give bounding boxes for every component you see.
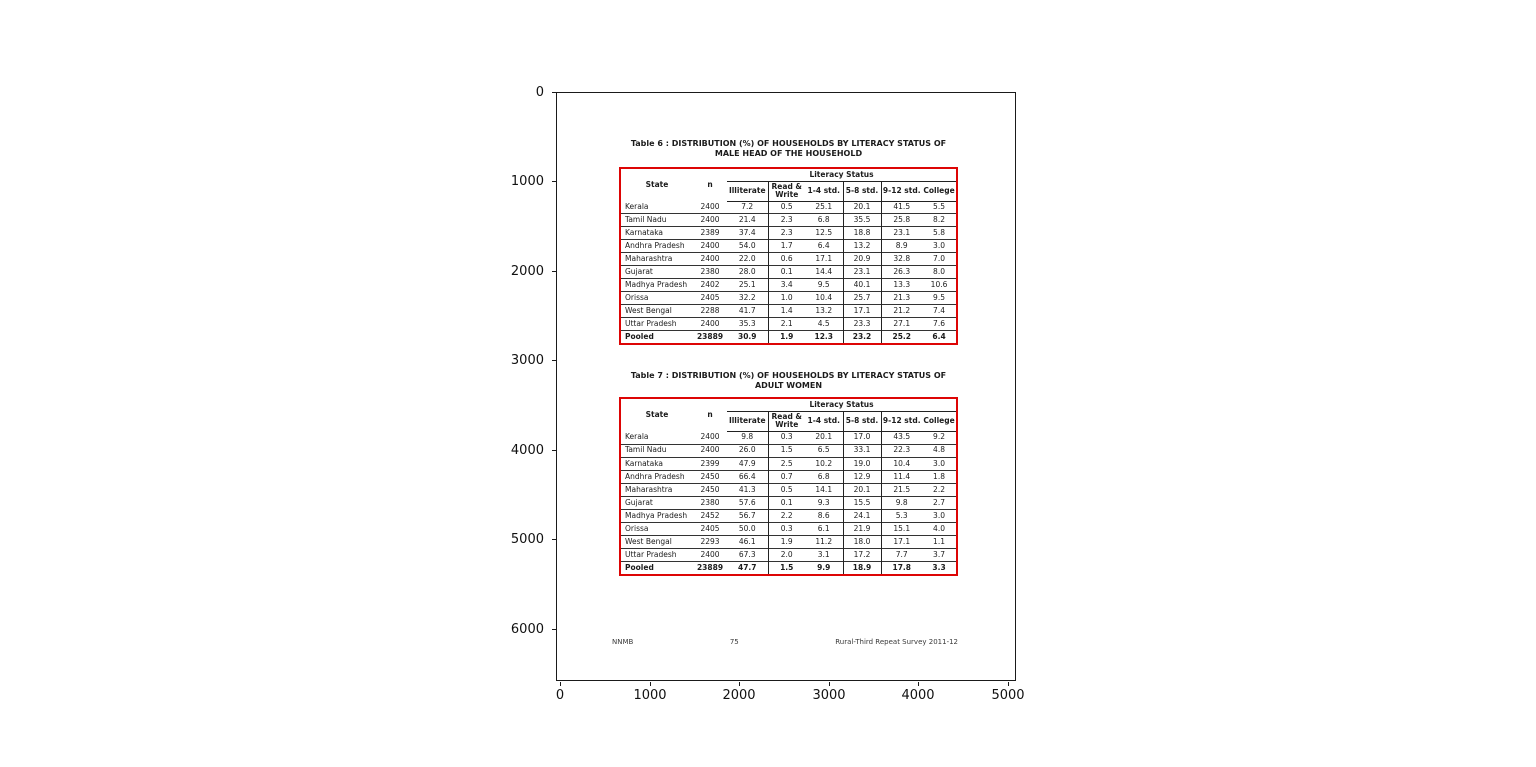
table7-title-line1: Table 7 : DISTRIBUTION (%) OF HOUSEHOLDS BY LITERACY STATUS OF (630, 371, 947, 380)
table-cell: 6.8 (817, 215, 830, 225)
table-row (621, 240, 956, 253)
table-cell: 4.8 (933, 445, 945, 455)
y-tick-label: 2000 (510, 264, 544, 279)
table-cell: 9.5 (817, 280, 830, 290)
table-cell: 7.2 (741, 202, 754, 212)
table-row (621, 318, 956, 331)
table-cell: 13.2 (815, 306, 833, 316)
table-cell: 10.4 (815, 293, 833, 303)
table-cell: 3.0 (933, 510, 945, 520)
table-cell: 2402 (700, 280, 720, 290)
col-header: Illiterate (727, 181, 768, 201)
table-cell: 0.3 (768, 431, 805, 444)
table-cell: 1.5 (768, 562, 805, 574)
table-cell: 26.3 (881, 266, 922, 279)
y-tick-label: 4000 (510, 443, 544, 458)
table-cell: 14.1 (815, 484, 833, 494)
group-header-literacy-status: Literacy Status (727, 399, 956, 411)
table-row (621, 444, 956, 457)
table-cell: 21.2 (881, 305, 922, 318)
table-cell: 2400 (700, 319, 720, 329)
table-cell: 10.6 (930, 280, 948, 290)
table-cell: 47.7 (737, 562, 757, 572)
x-tick-label: 2000 (722, 688, 756, 703)
table-cell: 17.2 (843, 549, 881, 562)
table-cell: 6.4 (932, 331, 946, 341)
table-cell: 2450 (700, 484, 720, 494)
table-cell: 2.2 (768, 509, 805, 522)
table-row (621, 227, 956, 240)
table-row (621, 279, 956, 292)
table-cell: 32.8 (881, 253, 922, 266)
table-cell: 11.2 (815, 536, 833, 546)
table-cell: 5.3 (881, 509, 922, 522)
y-tick-mark (552, 360, 556, 361)
table-cell: 9.9 (817, 562, 831, 572)
table-cell: 23.2 (843, 331, 881, 343)
table-cell: 12.5 (815, 228, 833, 238)
table-cell: 66.4 (738, 471, 756, 481)
table-cell: 13.3 (881, 279, 922, 292)
table-cell: 0.7 (768, 470, 805, 483)
y-tick-mark (552, 181, 556, 182)
table-cell: 25.2 (881, 331, 922, 343)
table-row (621, 549, 956, 562)
table-cell: 43.5 (881, 431, 922, 444)
x-tick-label: 0 (555, 688, 565, 703)
table-cell: 18.8 (843, 227, 881, 240)
table-cell: 2400 (700, 202, 720, 212)
table-cell: 25.1 (738, 280, 756, 290)
table-cell: 33.1 (843, 444, 881, 457)
footer-org: NNMB (612, 638, 634, 646)
table-cell: 1.5 (768, 444, 805, 457)
table-cell: 9.8 (881, 496, 922, 509)
table-cell: Orissa (625, 293, 649, 303)
table-row (621, 483, 956, 496)
table-cell: 24.1 (843, 509, 881, 522)
table-cell: 20.1 (843, 483, 881, 496)
table-cell: 9.5 (933, 293, 945, 303)
table-cell: 23.1 (843, 266, 881, 279)
col-header: College (922, 181, 956, 201)
col-header: 5-8 std. (843, 181, 881, 201)
table-cell: Pooled (625, 331, 654, 341)
table-row (621, 292, 956, 305)
table-cell: 2405 (700, 523, 720, 533)
table-cell: 57.6 (738, 497, 756, 507)
table-cell: 26.0 (738, 445, 756, 455)
table-cell: Orissa (625, 523, 649, 533)
table-cell: 4.5 (817, 319, 830, 329)
table-cell: 2.1 (768, 318, 805, 331)
table-cell: 0.1 (768, 496, 805, 509)
table-cell: 15.1 (881, 522, 922, 535)
table-cell: 17.1 (815, 254, 833, 264)
table-cell: Uttar Pradesh (625, 549, 677, 559)
table-cell: 35.3 (738, 319, 756, 329)
table-cell: Madhya Pradesh (625, 510, 688, 520)
y-tick-mark (552, 450, 556, 451)
table-cell: 1.9 (768, 331, 805, 343)
table-cell: 21.4 (738, 215, 756, 225)
y-tick-mark (552, 629, 556, 630)
table-cell: 23.1 (881, 227, 922, 240)
table-cell: 35.5 (843, 214, 881, 227)
table-cell: 47.9 (738, 458, 756, 468)
y-tick-label: 3000 (510, 353, 544, 368)
col-header-n: n (707, 409, 713, 419)
table-cell: 2400 (700, 549, 720, 559)
table-cell: 20.9 (843, 253, 881, 266)
x-tick-label: 5000 (991, 688, 1025, 703)
y-tick-label: 6000 (510, 622, 544, 637)
table-cell: 7.4 (933, 306, 945, 316)
table-cell: West Bengal (625, 306, 672, 316)
table-cell: Tamil Nadu (625, 445, 667, 455)
table-cell: 2400 (700, 241, 720, 251)
table-row (621, 266, 956, 279)
table-cell: 25.8 (881, 214, 922, 227)
table-cell: Uttar Pradesh (625, 319, 677, 329)
table-cell: 21.9 (843, 522, 881, 535)
table6-title (619, 139, 958, 159)
table-row (621, 536, 956, 549)
table-row (621, 201, 956, 214)
table-cell: 23889 (696, 562, 724, 572)
table-cell: 2450 (700, 471, 720, 481)
table-cell: 2399 (700, 458, 720, 468)
table-cell: Maharashtra (625, 484, 673, 494)
table-cell: 18.9 (843, 562, 881, 574)
x-tick-label: 1000 (633, 688, 667, 703)
table-cell: 15.5 (843, 496, 881, 509)
table-cell: 2.2 (933, 484, 945, 494)
table-cell: 1.4 (768, 305, 805, 318)
x-tick-mark (829, 682, 830, 686)
x-tick-mark (1008, 682, 1009, 686)
table-cell: 0.5 (768, 201, 805, 214)
table-cell: Andhra Pradesh (625, 471, 685, 481)
table-cell: 20.1 (815, 432, 833, 442)
y-tick-mark (552, 539, 556, 540)
table-cell: 21.5 (881, 483, 922, 496)
table-cell: 2380 (700, 267, 720, 277)
table-cell: 3.3 (932, 562, 946, 572)
table-cell: 25.7 (843, 292, 881, 305)
y-tick-mark (552, 92, 556, 93)
table-cell: 2.7 (933, 497, 945, 507)
table-cell: 8.9 (881, 240, 922, 253)
table-cell: 9.8 (741, 432, 754, 442)
table6-literacy-male-head (621, 169, 956, 343)
table-cell: 0.1 (768, 266, 805, 279)
table-cell: 2.5 (768, 457, 805, 470)
table-row (621, 509, 956, 522)
col-header: 9-12 std. (881, 411, 922, 431)
group-header-literacy-status: Literacy Status (727, 169, 956, 181)
table-cell: 8.2 (933, 215, 945, 225)
table-row (621, 214, 956, 227)
table-cell: 17.8 (881, 562, 922, 574)
table-cell: 67.3 (738, 549, 756, 559)
table-cell: 2.0 (768, 549, 805, 562)
table-cell: 2400 (700, 445, 720, 455)
table-row (621, 457, 956, 470)
col-header: Read & Write (768, 411, 805, 431)
table-row (621, 253, 956, 266)
table-cell: 0.6 (768, 253, 805, 266)
col-header: Illiterate (727, 411, 768, 431)
table-cell: 37.4 (738, 228, 756, 238)
table-cell: 4.0 (933, 523, 945, 533)
table-cell: 1.9 (768, 536, 805, 549)
x-tick-mark (918, 682, 919, 686)
table-cell: 8.0 (933, 267, 945, 277)
table-cell: 40.1 (843, 279, 881, 292)
table-row (621, 522, 956, 535)
table-cell: 6.4 (817, 241, 830, 251)
table-cell: 1.0 (768, 292, 805, 305)
table-cell: 12.3 (814, 331, 833, 341)
table6-title-line2: MALE HEAD OF THE HOUSEHOLD (714, 149, 863, 158)
table-cell: 17.0 (843, 431, 881, 444)
table-cell: 25.1 (815, 202, 833, 212)
table-cell: 23.3 (843, 318, 881, 331)
table-cell: 3.7 (933, 549, 945, 559)
table-cell: 23889 (696, 331, 724, 341)
table-cell: Pooled (625, 562, 654, 572)
table-cell: 2.3 (768, 214, 805, 227)
table-cell: 7.0 (933, 254, 945, 264)
table-cell: 21.3 (881, 292, 922, 305)
table-cell: 28.0 (738, 267, 756, 277)
table-cell: 0.3 (768, 522, 805, 535)
table-cell: 19.0 (843, 457, 881, 470)
table6-highlight-box (619, 167, 958, 345)
table-row (621, 331, 956, 343)
table-cell: Kerala (625, 202, 649, 212)
table-cell: 14.4 (815, 267, 833, 277)
table-cell: 2389 (700, 228, 720, 238)
table7-highlight-box (619, 397, 958, 576)
table-cell: 9.3 (817, 497, 830, 507)
table-cell: 5.5 (933, 202, 945, 212)
table-row (621, 496, 956, 509)
table-cell: 13.2 (843, 240, 881, 253)
table-cell: 56.7 (738, 510, 756, 520)
table-cell: 2405 (700, 293, 720, 303)
table-cell: Maharashtra (625, 254, 673, 264)
table-cell: 17.1 (843, 305, 881, 318)
col-header: College (922, 411, 956, 431)
footer-page-number: 75 (729, 638, 739, 646)
x-tick-mark (739, 682, 740, 686)
table-cell: 41.3 (738, 484, 756, 494)
y-tick-label: 1000 (510, 174, 544, 189)
table-cell: 6.1 (817, 523, 830, 533)
table-cell: Kerala (625, 432, 649, 442)
table-cell: 17.1 (881, 536, 922, 549)
table-cell: 2.3 (768, 227, 805, 240)
table-cell: 41.5 (881, 201, 922, 214)
footer-survey-name: Rural-Third Repeat Survey 2011-12 (835, 638, 958, 646)
table-cell: Karnataka (625, 228, 664, 238)
table-cell: Tamil Nadu (625, 215, 667, 225)
table-cell: 5.8 (933, 228, 945, 238)
table-cell: 54.0 (738, 241, 756, 251)
table-cell: 1.1 (933, 536, 945, 546)
x-tick-mark (560, 682, 561, 686)
table-cell: 22.3 (881, 444, 922, 457)
table-cell: 12.9 (843, 470, 881, 483)
table-cell: Andhra Pradesh (625, 241, 685, 251)
col-header-state: State (645, 409, 669, 419)
y-tick-label: 5000 (510, 532, 544, 547)
table-cell: 32.2 (738, 293, 756, 303)
table-cell: Madhya Pradesh (625, 280, 688, 290)
table-cell: 3.0 (933, 241, 945, 251)
y-tick-label: 0 (535, 85, 544, 100)
table-cell: 6.5 (817, 445, 830, 455)
table7-literacy-adult-women (621, 399, 956, 574)
x-tick-label: 3000 (812, 688, 846, 703)
table-cell: 6.8 (817, 471, 830, 481)
table-cell: 2380 (700, 497, 720, 507)
table-cell: 9.2 (933, 432, 945, 442)
col-header: 5-8 std. (843, 411, 881, 431)
col-header: 1-4 std. (805, 181, 843, 201)
table-cell: 8.6 (817, 510, 830, 520)
table-cell: 46.1 (738, 536, 756, 546)
table-cell: Gujarat (625, 497, 653, 507)
table-cell: 1.7 (768, 240, 805, 253)
table-row (621, 470, 956, 483)
col-header: 1-4 std. (805, 411, 843, 431)
col-header: Read & Write (768, 181, 805, 201)
y-tick-mark (552, 271, 556, 272)
table-cell: 11.4 (881, 470, 922, 483)
table-cell: 10.4 (881, 457, 922, 470)
table-cell: 20.1 (843, 201, 881, 214)
table-cell: West Bengal (625, 536, 672, 546)
x-tick-label: 4000 (901, 688, 935, 703)
table-cell: Karnataka (625, 458, 664, 468)
table-cell: 27.1 (881, 318, 922, 331)
table-cell: 2288 (700, 306, 720, 316)
table-cell: 3.4 (768, 279, 805, 292)
table-row (621, 562, 956, 574)
table6-title-line1: Table 6 : DISTRIBUTION (%) OF HOUSEHOLDS BY LITERACY STATUS OF (630, 139, 947, 148)
table-row (621, 305, 956, 318)
table-cell: 3.1 (817, 549, 830, 559)
col-header-n: n (707, 179, 713, 189)
table-cell: 2400 (700, 432, 720, 442)
table-cell: 10.2 (815, 458, 833, 468)
table-cell: 2400 (700, 215, 720, 225)
table-cell: 22.0 (738, 254, 756, 264)
table-cell: 1.8 (933, 471, 945, 481)
table-cell: 2452 (700, 510, 720, 520)
table-cell: 41.7 (738, 306, 756, 316)
table-cell: 3.0 (933, 458, 945, 468)
table7-title-line2: ADULT WOMEN (754, 381, 823, 390)
col-header: 9-12 std. (881, 181, 922, 201)
table-cell: 30.9 (737, 331, 757, 341)
table-cell: 7.6 (933, 319, 945, 329)
table-cell: 50.0 (738, 523, 756, 533)
col-header-state: State (645, 179, 669, 189)
table-cell: 18.0 (843, 536, 881, 549)
table-cell: 7.7 (881, 549, 922, 562)
table-cell: Gujarat (625, 267, 653, 277)
table7-title (619, 371, 958, 391)
table-cell: 2400 (700, 254, 720, 264)
page-footer (612, 638, 958, 646)
table-row (621, 431, 956, 444)
x-tick-mark (650, 682, 651, 686)
table-cell: 0.5 (768, 483, 805, 496)
table-cell: 2293 (700, 536, 720, 546)
